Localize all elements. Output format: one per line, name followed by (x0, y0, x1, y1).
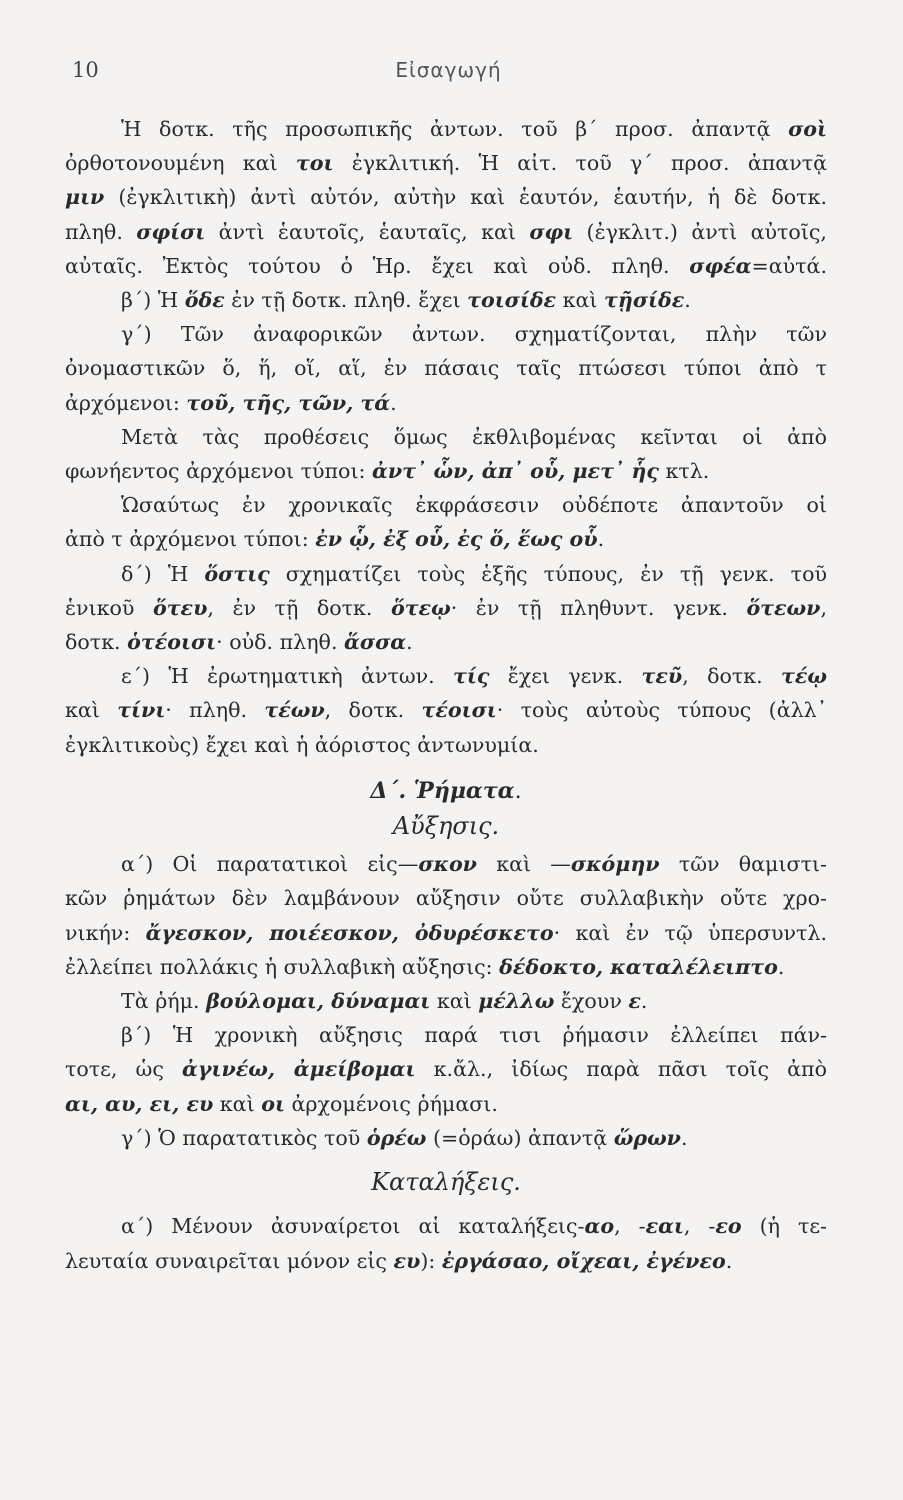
text-line: τοτε, ὡς ἀγινέω, ἀμείβομαι κ.ἄλ., ἰδίως παρὰ πᾶσι τοῖς ἀπὸ (65, 1057, 827, 1082)
text-line: ἑνικοῦ ὅτευ, ἐν τῇ δοτκ. ὅτεῳ· ἐν τῇ πληθυντ. γενκ. ὅτεων, (65, 595, 827, 620)
text-line: δοτκ. ὁτέοισι· οὐδ. πληθ. ἅσσα. (65, 630, 413, 655)
text-line: δ΄) Ἡ ὅστις σχηματίζει τοὺς ἑξῆς τύπους, ἐν τῇ γενκ. τοῦ (121, 561, 827, 586)
text-line: μιν (ἐγκλιτικὴ) ἀντὶ αὐτόν, αὐτὴν καὶ ἑαυτόν, ἑαυτήν, ἡ δὲ δοτκ. (65, 185, 827, 210)
text-line: Τὰ ῥήμ. βούλομαι, δύναμαι καὶ μέλλω ἔχουν ε. (121, 989, 648, 1014)
text-line: β΄) Ἡ χρονικὴ αὔξησις παρά τισι ῥήμασιν ἐλλείπει πάν- (121, 1023, 827, 1048)
text-line: β΄) Ἡ ὅδε ἐν τῇ δοτκ. πληθ. ἔχει τοισίδε καὶ τῇσίδε. (121, 288, 691, 313)
text-line: ἐγκλιτικοὺς) ἔχει καὶ ἡ ἀόριστος ἀντωνυμία. (65, 732, 539, 757)
text-line: γ΄) Τῶν ἀναφορικῶν ἀντων. σχηματίζονται, πλὴν τῶν (121, 322, 827, 347)
text-line: Ἡ δοτκ. τῆς προσωπικῆς ἀντων. τοῦ β΄ προσ. ἀπαντᾷ σοὶ (121, 117, 827, 141)
text-line: ἐλλείπει πολλάκις ἡ συλλαβικὴ αὔξησις: δέδοκτο, καταλέλειπτο. (65, 954, 785, 979)
text-line: κῶν ῥημάτων δὲν λαμβάνουν αὔξησιν οὔτε συλλαβικὴν οὔτε χρο- (65, 886, 827, 911)
text-line: αὐταῖς. Ἐκτὸς τούτου ὁ Ἡρ. ἔχει καὶ οὐδ. πληθ. σφέα=αὐτά. (65, 253, 827, 278)
text-line: ἀπὸ τ ἀρχόμενοι τύποι: ἐν ᾧ, ἐξ οὗ, ἐς ὅ, ἕως οὗ. (65, 527, 605, 552)
text-line: πληθ. σφίσι ἀντὶ ἑαυτοῖς, ἑαυταῖς, καὶ σφι (ἐγκλιτ.) ἀντὶ αὐτοῖς, (65, 219, 827, 244)
text-line: α΄) Μένουν ἀσυναίρετοι αἱ καταλήξεις-αο, -εαι, -εο (ἡ τε- (121, 1214, 827, 1239)
text-line: Μετὰ τὰς προθέσεις ὅμως ἐκθλιβομένας κεῖνται οἱ ἀπὸ (121, 424, 827, 449)
running-head: Εἰσαγωγή (395, 58, 502, 82)
text-line: νικήν: ἄγεσκον, ποιέεσκον, ὀδυρέσκετο· καὶ ἐν τῷ ὑπερσυντλ. (65, 920, 827, 945)
page-header (72, 58, 825, 88)
subsection-heading: Αὔξησις. (392, 812, 500, 841)
text-line: Ὡσαύτως ἐν χρονικαῖς ἐκφράσεσιν οὐδέποτε ἀπαντοῦν οἱ (121, 493, 827, 518)
subsection-heading: Καταλήξεις. (371, 1168, 521, 1197)
text-line: λευταία συναιρεῖται μόνον εἰς ευ): ἐργάσαο, οἴχεαι, ἐγένεο. (65, 1248, 733, 1273)
text-line: α΄) Οἱ παρατατικοὶ εἰς—σκον καὶ —σκόμην τῶν θαμιστι- (121, 852, 827, 877)
text-line: γ΄) Ὁ παρατατικὸς τοῦ ὁρέω (=ὁράω) ἀπαντᾷ ὥρων. (121, 1125, 688, 1150)
page-body (65, 112, 827, 1278)
text-line: αι, αυ, ει, ευ καὶ οι ἀρχομένοις ῥήμασι. (65, 1091, 498, 1116)
text-line: καὶ τίνι· πληθ. τέων, δοτκ. τέοισι· τοὺς αὐτοὺς τύπους (ἀλλ᾽ (65, 698, 828, 723)
text-line: ὀρθοτονουμένη καὶ τοι ἐγκλιτική. Ἡ αἰτ. τοῦ γ΄ προσ. ἀπαντᾷ (65, 151, 828, 176)
text-line: ὀνομαστικῶν ὅ, ἥ, οἵ, αἵ, ἐν πάσαις ταῖς πτώσεσι τύποι ἀπὸ τ (65, 356, 827, 381)
text-line: ἀρχόμενοι: τοῦ, τῆς, τῶν, τά. (65, 390, 397, 415)
text-line: ε΄) Ἡ ἐρωτηματικὴ ἀντων. τίς ἔχει γενκ. τεῦ, δοτκ. τέῳ (121, 664, 827, 689)
text-line: φωνήεντος ἀρχόμενοι τύποι: ἀντ᾽ ὧν, ἀπ᾽ οὗ, μετ᾽ ἧς κτλ. (65, 459, 710, 484)
section-heading: Δ΄. Ῥήματα. (370, 777, 522, 804)
page-number: 10 (72, 58, 99, 82)
